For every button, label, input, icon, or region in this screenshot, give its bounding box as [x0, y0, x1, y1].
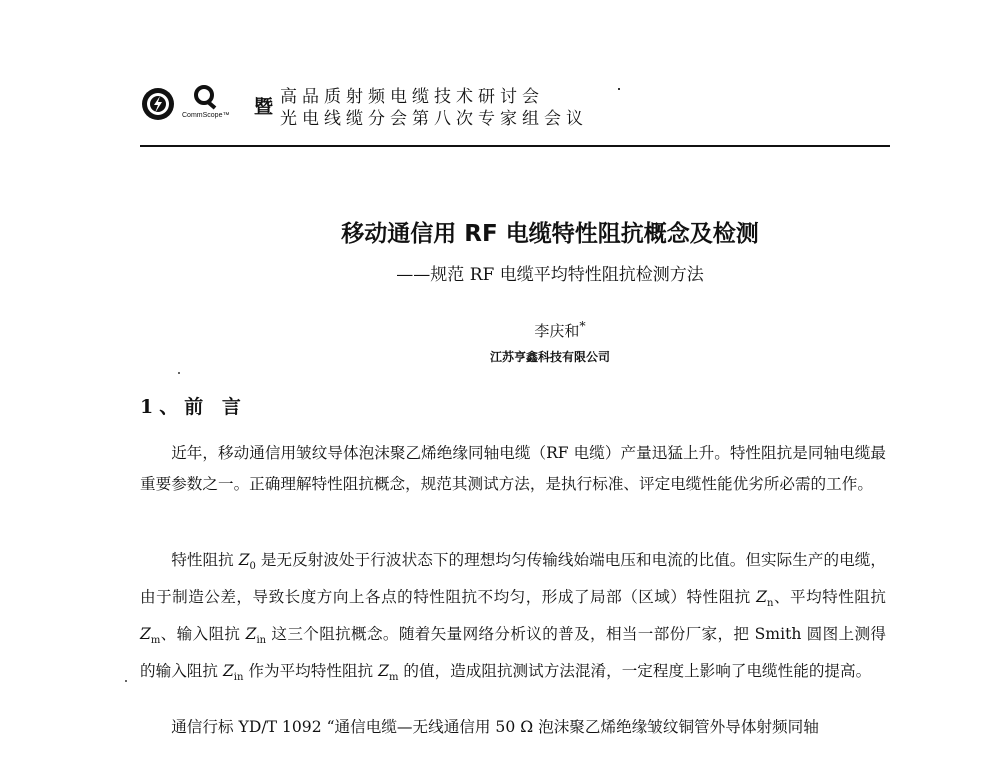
symbol-zm: Z [378, 662, 389, 681]
subscript: m [150, 635, 161, 647]
conference-title-line1: 高品质射频电缆技术研讨会 [280, 87, 544, 107]
subscript: in [256, 635, 267, 647]
commscope-brand-text: CommScope™ [182, 112, 230, 119]
author-name: 李庆和 [534, 322, 580, 340]
affiliation: 江苏亨鑫科技有限公司 [489, 350, 610, 364]
conference-title-line2: 光电线缆分会第八次专家组会议 [280, 109, 588, 129]
text-run: 特性阻抗 [171, 551, 239, 569]
speck [178, 372, 180, 374]
text-run: 的值，造成阻抗测试方法混淆，一定程度上影响了电缆性能的提高。 [398, 662, 872, 681]
commscope-mark-icon [182, 82, 242, 112]
paper-title: 移动通信用 RF 电缆特性阻抗概念及检测 [341, 221, 759, 247]
commscope-logo [182, 82, 242, 126]
paper-subtitle: ——规范 RF 电缆平均特性阻抗检测方法 [396, 265, 704, 285]
conference-header [140, 80, 890, 142]
association-logo-icon [140, 86, 176, 122]
conjunction-char: 暨 [254, 96, 274, 118]
author-line [0, 318, 1000, 341]
subscript: 0 [249, 561, 256, 573]
text-run: 、平均特性阻抗 [773, 588, 886, 607]
text-run: 这三个阻抗概念。随着矢量网络分析议的普及，相当一部份厂家，把 Smith 圆图上测得的输入阻抗 [140, 625, 886, 681]
body-paragraph-1: 近年，移动通信用皱纹导体泡沫聚乙烯绝缘同轴电缆（RF 电缆）产量迅猛上升。特性阻抗是同轴电缆最重要参数之一。正确理解特性阻抗概念，规范其测试方法，是执行标准、评定电缆性能优劣所必需的工作。 [140, 444, 886, 493]
symbol-zin: Z [245, 625, 257, 644]
body-paragraph-3: 通信行标 YD/T 1092 “通信电缆—无线通信用 50 Ω 泡沫聚乙烯绝缘皱纹铜管外导体射频同轴 [171, 718, 819, 736]
body-paragraph-2 [140, 545, 886, 693]
subscript: in [233, 672, 244, 684]
speck [125, 680, 127, 682]
text-run: 、输入阻抗 [160, 625, 246, 644]
text-run: 是无反射波处于行波状态下的理想均匀传输线始端电压和电流的比值。但实际生产的电缆，由于制造公差，导致长度方向上各点的特性阻抗不均匀，形成了局部（区域）特性阻抗 [140, 551, 886, 607]
header-rule [140, 145, 890, 147]
author-footnote-mark: * [579, 318, 586, 333]
subscript: m [388, 672, 399, 684]
section-heading: 1、前 言 [140, 396, 247, 418]
text-run: 作为平均特性阻抗 [243, 662, 379, 681]
subscript: n [767, 598, 774, 610]
symbol-zn: Z [756, 588, 768, 607]
symbol-z0: Z [238, 551, 250, 569]
speck [618, 88, 620, 90]
symbol-zin: Z [222, 662, 234, 681]
symbol-zm: Z [140, 625, 151, 644]
